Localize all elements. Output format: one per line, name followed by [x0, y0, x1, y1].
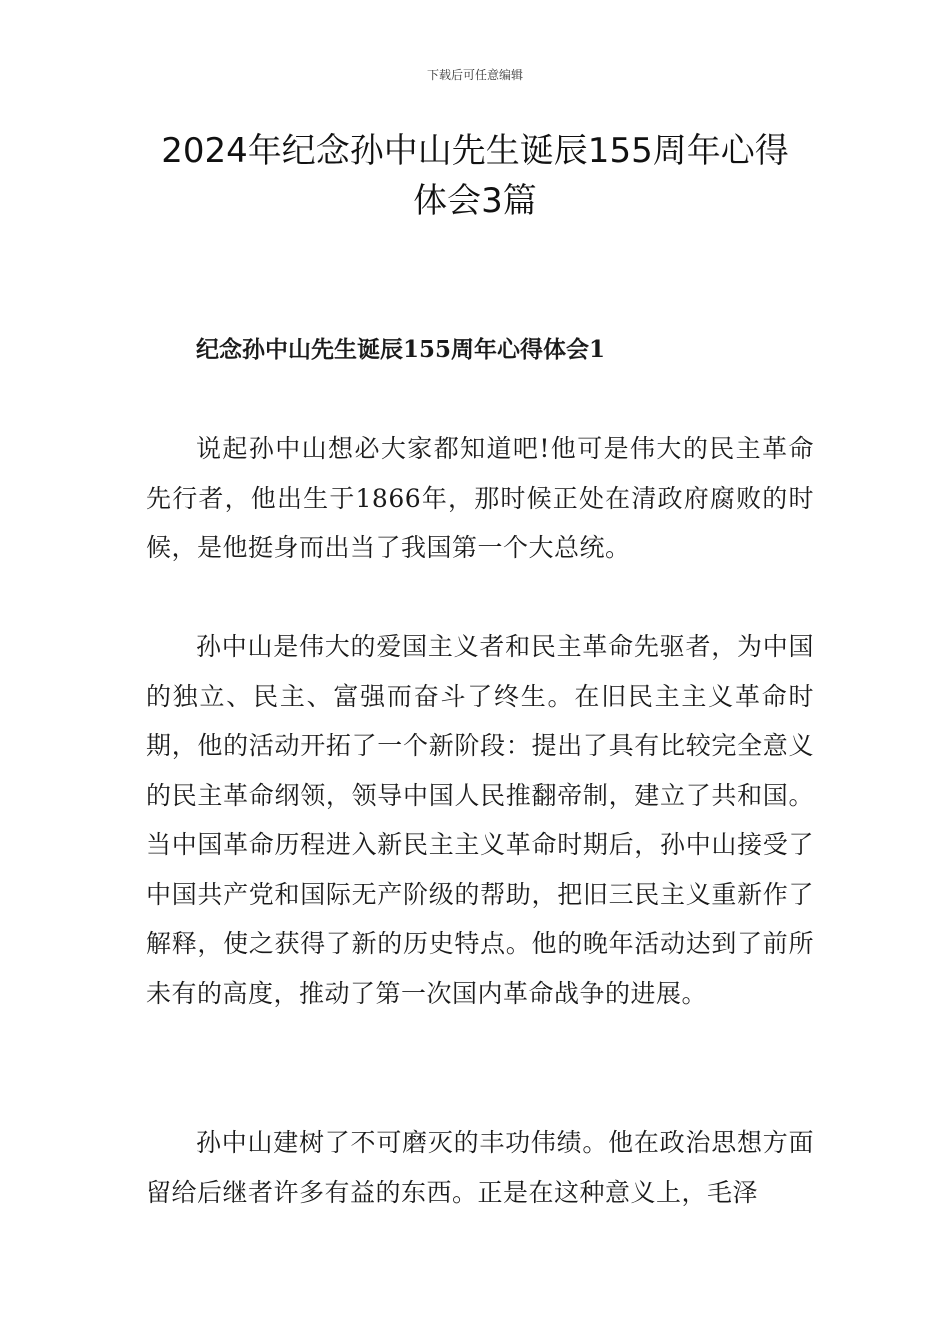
- header-note: 下载后可任意编辑: [426, 68, 523, 82]
- paragraph: 孙中山是伟大的爱国主义者和民主革命先驱者，为中国的独立、民主、富强而奋斗了终生。在旧民主主义革命时期，他的活动开拓了一个新阶段：提出了具有比较完全意义的民主革命纲领，领导中国人民推翻帝制，建立了共和国。当中国革命历程进入新民主主义革命时期后，孙中山接受了中国共产党和国际无产阶级的帮助，把旧三民主义重新作了解释，使之获得了新的历史特点。他的晚年活动达到了前所未有的高度，推动了第一次国内革命战争的进展。: [146, 632, 814, 1008]
- paragraph: 孙中山建树了不可磨灭的丰功伟绩。他在政治思想方面留给后继者许多有益的东西。正是在这种意义上，毛泽: [146, 1128, 814, 1207]
- title-line-1: 2024年纪念孙中山先生诞辰155周年心得: [161, 131, 789, 171]
- paragraph: 说起孙中山想必大家都知道吧!他可是伟大的民主革命先行者，他出生于1866年，那时候正处在清政府腐败的时候，是他挺身而出当了我国第一个大总统。: [146, 434, 814, 562]
- title-line-2: 体会3篇: [413, 181, 537, 221]
- section-heading: 纪念孙中山先生诞辰155周年心得体会1: [196, 336, 606, 363]
- document-title: [120, 126, 830, 226]
